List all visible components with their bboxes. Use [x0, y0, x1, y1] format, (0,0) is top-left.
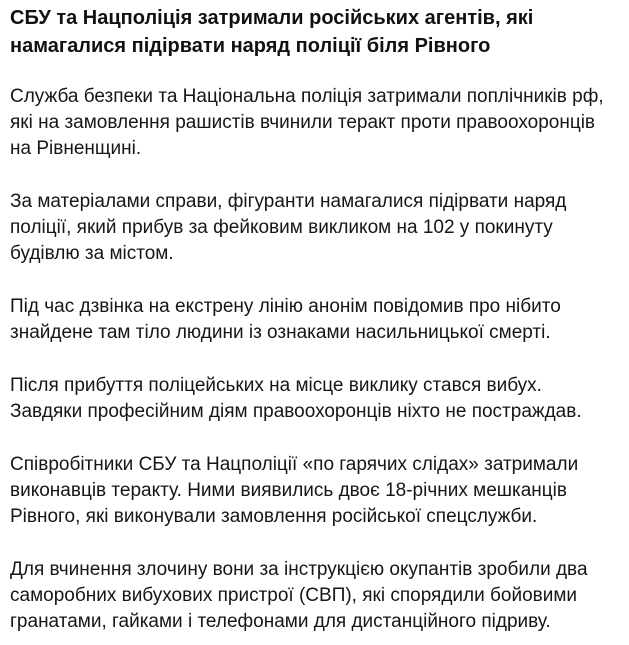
article-title: СБУ та Нацполіція затримали російських агентів, які намагалися підірвати наряд поліції біля Рівного — [10, 7, 534, 57]
article-paragraph: Під час дзвінка на екстрену лінію анонім повідомив про нібито знайдене там тіло людини із ознаками насильницької смерті. — [10, 296, 561, 343]
article-paragraph: Для вчинення злочину вони за інструкцією окупантів зробили два саморобних вибухових пристрої (СВП), які спорядили бойовими гранатами, гайками і телефонами для дистанційного підриву. — [10, 559, 588, 632]
article-paragraph: Служба безпеки та Національна поліція затримали поплічників рф, які на замовлення рашистів вчинили теракт проти правоохоронців на Рівненщині. — [10, 86, 604, 159]
article-paragraph: Співробітники СБУ та Нацполіції «по гарячих слідах» затримали виконавців теракту. Ними виявились двоє 18-річних мешканців Рівного, які виконували замовлення російської спецслужби. — [10, 454, 579, 527]
article-paragraph: Після прибуття поліцейських на місце виклику стався вибух. Завдяки професійним діям правоохоронців ніхто не постраждав. — [10, 375, 582, 422]
article-paragraph: За матеріалами справи, фігуранти намагалися підірвати наряд поліції, який прибув за фейковим викликом на 102 у покинуту будівлю за містом. — [10, 191, 567, 264]
article-body — [10, 84, 617, 635]
